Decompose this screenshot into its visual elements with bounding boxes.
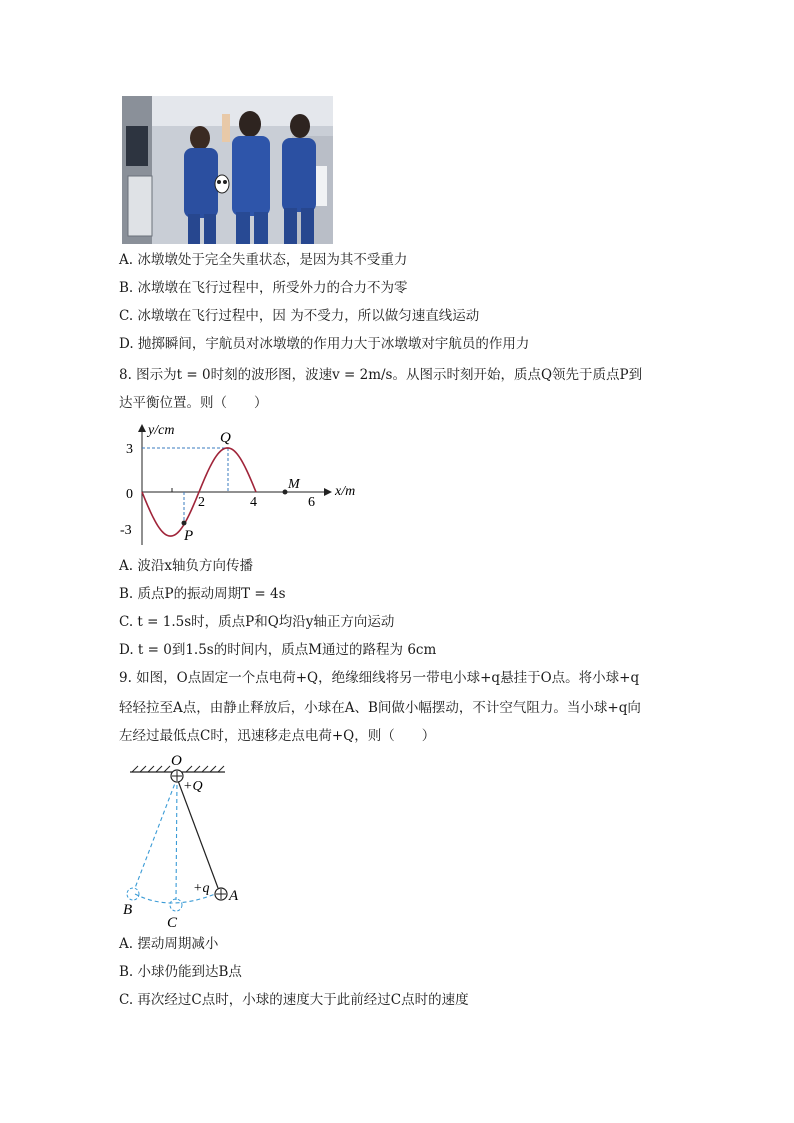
q9-stem-line1: 9. 如图，O点固定一个点电荷+Q，绝缘细线将另一带电小球+q悬挂于O点。将小球+q <box>119 670 640 686</box>
label-p: P <box>184 528 194 544</box>
q9-stem-line3: 左经过最低点C时，迅速移走点电荷+Q，则（ ） <box>119 728 436 744</box>
label-plus-q-big: +Q <box>183 779 203 794</box>
ball-position-b <box>127 888 139 900</box>
string-to-c <box>176 778 177 900</box>
y-tick-neg3: -3 <box>120 523 132 538</box>
q8-stem-line2: 达平衡位置。则（ ） <box>119 395 268 411</box>
label-q: Q <box>220 430 231 446</box>
astronauts-photo <box>122 96 333 244</box>
q8-option-b: B. 质点P的振动周期T = 4s <box>119 586 286 602</box>
point-p <box>182 521 187 526</box>
string-to-b <box>135 778 177 888</box>
x-tick-4: 4 <box>250 495 257 510</box>
q9-stem-line2: 轻轻拉至A点，由静止释放后，小球在A、B间做小幅摆动，不计空气阻力。当小球+q向 <box>119 700 641 716</box>
label-plus-q-small: +q <box>193 881 210 896</box>
q9-option-a: A. 摆动周期减小 <box>119 936 219 952</box>
y-axis-label: y/cm <box>148 423 175 438</box>
q7-option-d: D. 抛掷瞬间，宇航员对冰墩墩的作用力大于冰墩墩对宇航员的作用力 <box>119 336 530 352</box>
point-m <box>283 490 288 495</box>
q7-option-a: A. 冰墩墩处于完全失重状态，是因为其不受重力 <box>119 252 408 268</box>
q8-wave-graph <box>118 420 378 550</box>
x-tick-2: 2 <box>198 495 205 510</box>
y-tick-3: 3 <box>126 442 133 457</box>
label-o: O <box>171 753 182 769</box>
q9-option-c: C. 再次经过C点时，小球的速度大于此前经过C点时的速度 <box>119 992 469 1008</box>
string-to-a <box>177 778 218 888</box>
ball-position-c <box>170 899 182 911</box>
label-a: A <box>229 888 239 904</box>
x-axis-label: x/m <box>335 484 356 499</box>
q8-option-d: D. t = 0到1.5s的时间内，质点M通过的路程为 6cm <box>119 642 437 658</box>
y-tick-0: 0 <box>126 487 133 502</box>
q7-option-c: C. 冰墩墩在飞行过程中，因 为不受力，所以做匀速直线运动 <box>119 308 480 324</box>
x-tick-6: 6 <box>308 495 315 510</box>
q8-option-c: C. t = 1.5s时，质点P和Q均沿y轴正方向运动 <box>119 614 395 630</box>
label-c: C <box>167 915 178 931</box>
q9-option-b: B. 小球仍能到达B点 <box>119 964 242 980</box>
label-b: B <box>123 902 133 918</box>
q9-pendulum-figure <box>120 752 260 932</box>
label-m: M <box>288 477 300 492</box>
q8-stem-line1: 8. 图示为t = 0时刻的波形图，波速v = 2m/s。从图示时刻开始，质点Q领先于质点P到 <box>119 367 643 383</box>
q7-option-b: B. 冰墩墩在飞行过程中，所受外力的合力不为零 <box>119 280 408 296</box>
q8-option-a: A. 波沿x轴负方向传播 <box>119 558 253 574</box>
